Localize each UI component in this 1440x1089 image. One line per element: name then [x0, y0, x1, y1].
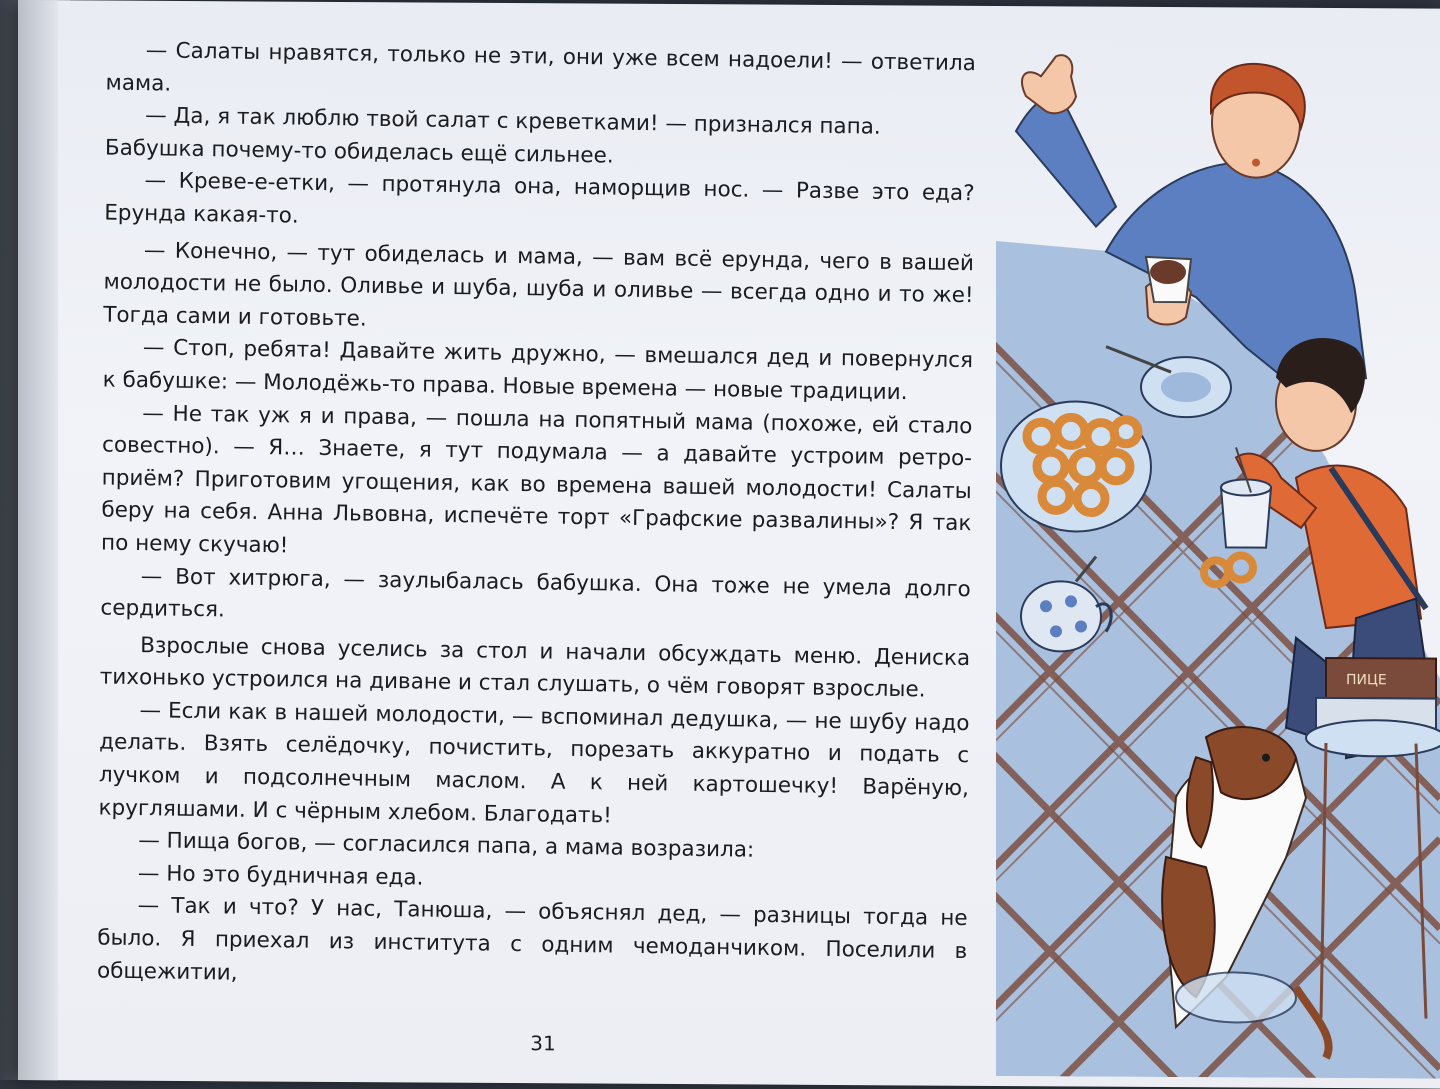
- paragraph: — Стоп, ребята! Давайте жить дружно, — вмешался дед и повернулся к бабушке: — Молодёжь-то права. Новые времена — новые традиции.: [102, 335, 974, 406]
- paragraph: Взрослые снова уселись за стол и начали обсуждать меню. Дениска тихонько устроился на диване и стал слушать, о чём говорят взрослые.: [99, 632, 971, 703]
- paragraph: — Да, я так люблю твой салат с креветками! — признался папа.: [145, 103, 881, 140]
- book-page: [18, 0, 1440, 1089]
- paragraph: — Вот хитрюга, — заулыбалась бабушка. Она тоже не умела долго сердиться.: [100, 563, 971, 623]
- page-number: 31: [530, 1031, 556, 1056]
- book-spine-label: ПИЦЕ: [1346, 672, 1387, 689]
- paragraph: — Так и что? У нас, Танюша, — объяснял дед, — разницы тогда не было. Я приехал из института с одним чемоданчиком. Поселили в общежитии,: [96, 893, 968, 986]
- story-text: [97, 35, 976, 1002]
- paragraph: — Салаты нравятся, только не эти, они уже всем надоели! — ответила мама.: [105, 38, 976, 97]
- paragraph: — Креве-е-етки, — протянула она, наморщив нос. — Разве это еда? Ерунда какая-то.: [104, 168, 975, 229]
- paragraph: Бабушка почему-то обиделась ещё сильнее.: [104, 135, 614, 169]
- page-gutter: [18, 0, 58, 1080]
- paragraph: — Не так уж я и права, — пошла на попятный мама (похоже, ей стало совестно). — Я… Знаете, я тут подумала — а давайте устроим ретро-приём? Приготовим угощения, как во времена вашей молодости! Салаты беру на себя. Анна Львовна, испечёте торт «Графские развалины»? Я так по нему скучаю!: [100, 400, 973, 559]
- paragraph: — Если как в нашей молодости, — вспоминал дедушка, — не шубу надо делать. Взять селёдочку, почистить, порезать аккуратно и подать с лучком и подсолнечным маслом. А к ней картошечку! Варёную, кругляшами. И с чёрным хлебом. Благодать!: [98, 697, 970, 829]
- paragraph: — Конечно, — тут обиделась и мама, — вам всё ерунда, чего в вашей молодости не было. Оливье и шуба, шуба и оливье — всегда одно и то же! Тогда сами и готовьте.: [103, 237, 975, 332]
- paragraph: — Но это будничная еда.: [137, 860, 424, 891]
- paragraph: — Пища богов, — согласился папа, а мама возразила:: [138, 828, 755, 864]
- illustration-drawing: [996, 36, 1440, 1079]
- family-tea-illustration: [996, 36, 1440, 1079]
